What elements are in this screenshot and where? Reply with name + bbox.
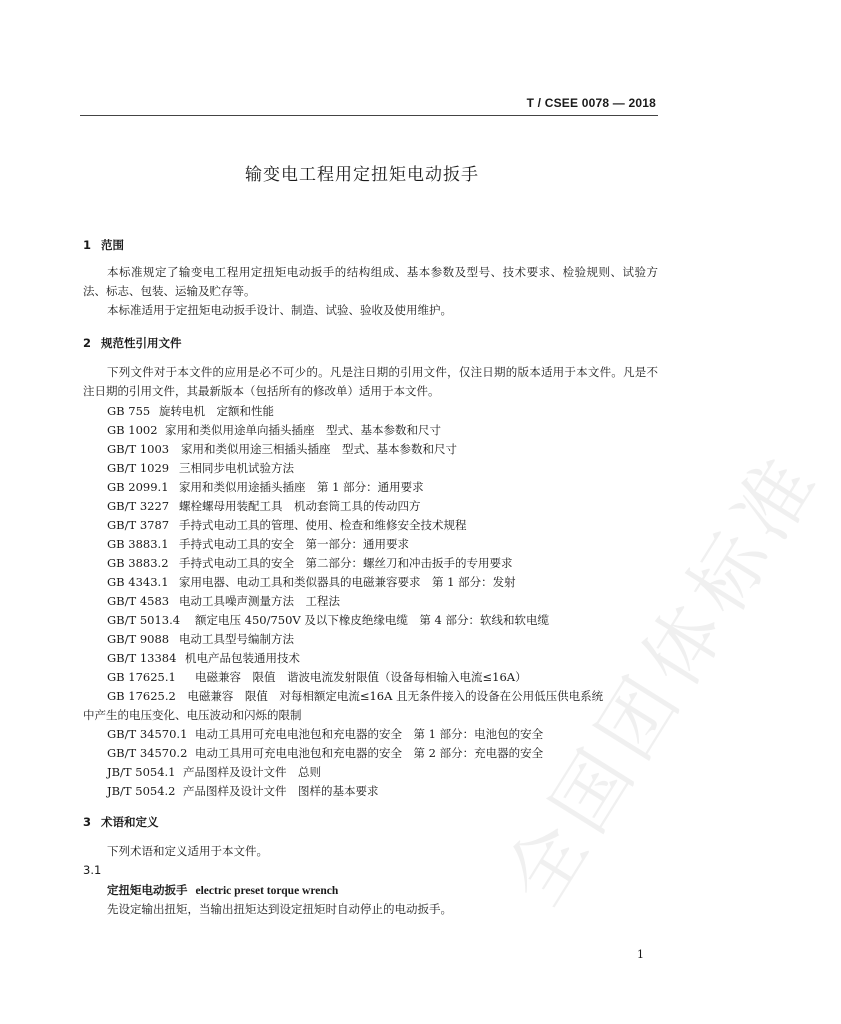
reference-title: 电动工具用可充电电池包和充电器的安全 第 1 部分：电池包的安全 xyxy=(195,727,544,741)
reference-item xyxy=(107,421,662,440)
reference-code: GB 1002 xyxy=(107,423,158,437)
reference-code: GB 755 xyxy=(107,404,151,418)
section-title: 规范性引用文件 xyxy=(101,336,182,350)
reference-item xyxy=(107,497,662,516)
page-number: 1 xyxy=(637,948,644,961)
reference-line-2: 中产生的电压变化、电压波动和闪烁的限制 xyxy=(83,708,302,722)
reference-code: GB 3883.1 xyxy=(107,537,169,551)
term-chinese: 定扭矩电动扳手 xyxy=(107,883,188,897)
section-number: 3 xyxy=(83,815,92,829)
section-3-heading xyxy=(83,814,159,830)
section-number: 1 xyxy=(83,238,92,252)
reference-item-long xyxy=(83,687,658,725)
reference-item xyxy=(107,649,662,668)
reference-item xyxy=(107,592,662,611)
reference-item xyxy=(107,440,662,459)
term-definition: 先设定输出扭矩，当输出扭矩达到设定扭矩时自动停止的电动扳手。 xyxy=(107,902,452,916)
standard-code: T / CSEE 0078 — 2018 xyxy=(526,96,656,110)
reference-item xyxy=(107,459,662,478)
reference-code: GB 2099.1 xyxy=(107,480,169,494)
reference-code: GB/T 13384 xyxy=(107,651,177,665)
reference-list xyxy=(107,402,662,687)
reference-code: GB/T 4583 xyxy=(107,594,170,608)
reference-code: GB/T 1003 xyxy=(107,442,170,456)
scope-paragraph-1: 本标准规定了输变电工程用定扭矩电动扳手的结构组成、基本参数及型号、技术要求、检验规则、试验方法、标志、包装、运输及贮存等。 xyxy=(83,265,658,298)
reference-item xyxy=(107,554,662,573)
reference-item xyxy=(107,763,662,782)
reference-item xyxy=(107,668,662,687)
reference-title: 产品图样及设计文件 总则 xyxy=(183,765,321,779)
reference-title: 电动工具噪声测量方法 工程法 xyxy=(179,594,340,608)
reference-code: GB/T 34570.2 xyxy=(107,746,188,760)
reference-item xyxy=(107,573,662,592)
reference-title: 电磁兼容 限值 谐波电流发射限值（设备每相输入电流≤16A） xyxy=(195,670,527,684)
reference-list-continued xyxy=(107,725,662,801)
reference-title: 手持式电动工具的管理、使用、检查和维修安全技术规程 xyxy=(179,518,467,532)
reference-title: 家用和类似用途单向插头插座 型式、基本参数和尺寸 xyxy=(165,423,441,437)
terms-intro: 下列术语和定义适用于本文件。 xyxy=(107,844,268,858)
term-english: electric preset torque wrench xyxy=(195,885,339,897)
reference-code: JB/T 5054.1 xyxy=(107,765,176,779)
reference-item xyxy=(107,611,662,630)
reference-title: 家用电器、电动工具和类似器具的电磁兼容要求 第 1 部分：发射 xyxy=(179,575,516,589)
reference-code: JB/T 5054.2 xyxy=(107,784,176,798)
reference-code: GB/T 34570.1 xyxy=(107,727,188,741)
reference-item xyxy=(107,516,662,535)
reference-title: 家用和类似用途插头插座 第 1 部分：通用要求 xyxy=(179,480,424,494)
reference-code: GB 3883.2 xyxy=(107,556,169,570)
reference-code: GB/T 9088 xyxy=(107,632,170,646)
reference-code: GB/T 5013.4 xyxy=(107,613,181,627)
reference-item xyxy=(107,630,662,649)
reference-item xyxy=(107,535,662,554)
reference-item xyxy=(107,782,662,801)
reference-title: 机电产品包装通用技术 xyxy=(185,651,300,665)
reference-code: GB/T 3787 xyxy=(107,518,170,532)
reference-title: 家用和类似用途三相插头插座 型式、基本参数和尺寸 xyxy=(181,442,457,456)
reference-line-1: GB 17625.2 电磁兼容 限值 对每相额定电流≤16A 且无条件接入的设备在公用低压供电系统 xyxy=(107,689,604,703)
reference-code: GB 17625.1 xyxy=(107,670,176,684)
section-title: 术语和定义 xyxy=(101,815,159,829)
reference-title: 产品图样及设计文件 图样的基本要求 xyxy=(183,784,379,798)
references-intro: 下列文件对于本文件的应用是必不可少的。凡是注日期的引用文件，仅注日期的版本适用于本文件。凡是不注日期的引用文件，其最新版本（包括所有的修改单）适用于本文件。 xyxy=(83,365,658,398)
scope-paragraph-2: 本标准适用于定扭矩电动扳手设计、制造、试验、验收及使用维护。 xyxy=(107,303,452,317)
section-number: 2 xyxy=(83,336,92,350)
section-title: 范围 xyxy=(101,238,124,252)
reference-item xyxy=(107,744,662,763)
term-number: 3.1 xyxy=(83,863,102,877)
watermark-text: 全国团体标准 xyxy=(488,435,838,921)
reference-code: GB/T 1029 xyxy=(107,461,170,475)
reference-title: 手持式电动工具的安全 第二部分：螺丝刀和冲击扳手的专用要求 xyxy=(179,556,513,570)
reference-title: 旋转电机 定额和性能 xyxy=(159,404,274,418)
section-2-heading xyxy=(83,335,182,351)
reference-item xyxy=(107,478,662,497)
header-divider xyxy=(80,115,658,116)
reference-code: GB 4343.1 xyxy=(107,575,169,589)
reference-item xyxy=(107,725,662,744)
reference-title: 手持式电动工具的安全 第一部分：通用要求 xyxy=(179,537,409,551)
reference-code: GB/T 3227 xyxy=(107,499,170,513)
reference-title: 三相同步电机试验方法 xyxy=(179,461,294,475)
reference-title: 额定电压 450/750V 及以下橡皮绝缘电缆 第 4 部分：软线和软电缆 xyxy=(195,613,550,627)
section-1-heading xyxy=(83,237,124,253)
term-entry xyxy=(107,882,338,898)
reference-item xyxy=(107,402,662,421)
reference-title: 螺栓螺母用装配工具 机动套筒工具的传动四方 xyxy=(179,499,421,513)
reference-title: 电动工具用可充电电池包和充电器的安全 第 2 部分：充电器的安全 xyxy=(195,746,544,760)
document-title: 输变电工程用定扭矩电动扳手 xyxy=(245,165,479,185)
reference-title: 电动工具型号编制方法 xyxy=(179,632,294,646)
